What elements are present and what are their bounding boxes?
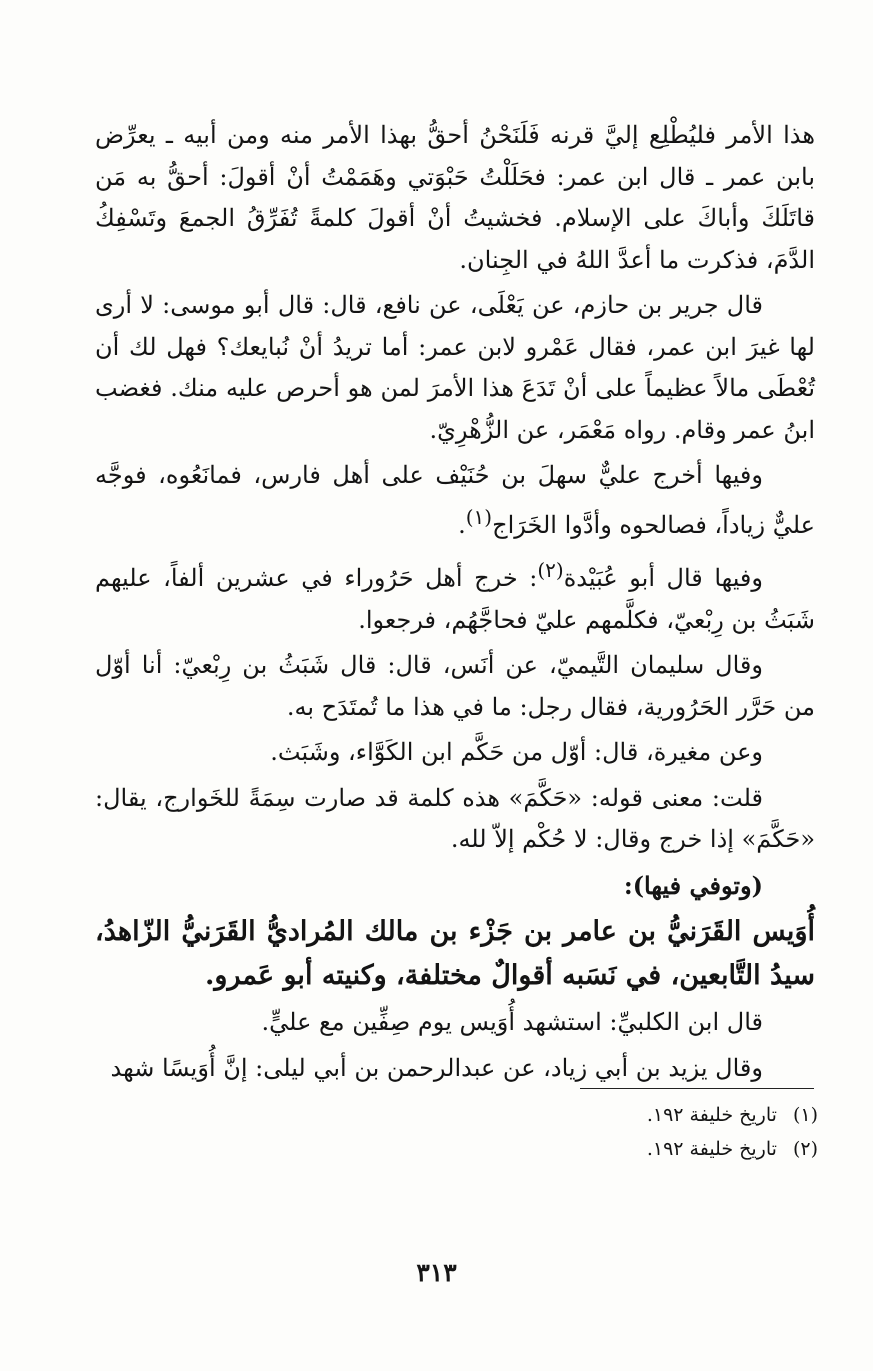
paragraph-7: قلت: معنى قوله: «حَكَّمَ» هذه كلمة قد صارت سِمَةً للخَوارج، يقال: «حَكَّمَ» إذا خرج وقال: لا حُكْم إلاّ لله. bbox=[95, 783, 815, 853]
paragraph-1: هذا الأمر فليُطْلِع إليَّ قرنه فَلَنَحْنُ أحقُّ بهذا الأمر منه ومن أبيه ـ يعرِّض بابن عمر ـ قال ابن عمر: فحَلَلْتُ حَبْوَتي وهَمَمْتُ أنْ أقولَ: أحقُّ به مَن قاتَلَكَ وأباكَ على الإسلام. فخشيتُ أنْ أقولَ كلمةً تُفَرِّقُ الجمعَ وتَسْفِكُ الدَّمَ، فذكرت ما أعدَّ اللهُ في الجِنان. bbox=[95, 121, 815, 274]
footnote-2-number: (٢) bbox=[792, 1138, 818, 1160]
footnote-divider bbox=[580, 1088, 814, 1089]
paragraph-11: وقال يزيد بن أبي زياد، عن عبدالرحمن بن أبي ليلى: إنَّ أُوَيسًا شهد bbox=[110, 1053, 763, 1082]
paragraph-4-start: وفيها قال أبو عُبَيْدة bbox=[563, 564, 763, 592]
main-text bbox=[95, 115, 815, 1093]
paragraph-3-end: . bbox=[458, 510, 466, 539]
paragraph-4 bbox=[95, 550, 815, 641]
page-number: ٣١٣ bbox=[416, 1258, 457, 1287]
footnote-2 bbox=[500, 1132, 818, 1166]
paragraph-3-text: وفيها أخرج عليٌّ سهلَ بن حُنَيْف على أهل فارس، فمانَعُوه، فوجَّه عليٌّ زياداً، فصالحوه وأدَّوا الخَرَاج bbox=[95, 461, 815, 539]
footnote-1 bbox=[500, 1098, 818, 1132]
biography-entry: أُوَيس القَرَنيُّ بن عامر بن جَزْء بن مالك المُراديُّ القَرَنيُّ الزّاهدُ، سيدُ التَّابعين، في نَسَبه أقوالٌ مختلفة، وكنيته أبو عَمرو. bbox=[95, 916, 815, 991]
footnote-2-text: تاريخ خليفة ١٩٢. bbox=[646, 1138, 777, 1160]
paragraph-6: وعن مغيرة، قال: أوّل من حَكَّم ابن الكَوَّاء، وشَبَث. bbox=[270, 738, 763, 766]
footnotes bbox=[500, 1098, 818, 1166]
paragraph-10: قال ابن الكلبيِّ: استشهد أُوَيس يوم صِفِّين مع عليٍّ. bbox=[261, 1008, 763, 1036]
footnote-1-number: (١) bbox=[792, 1104, 818, 1126]
paragraph-3 bbox=[95, 455, 815, 546]
paragraph-2: قال جرير بن حازم، عن يَعْلَى، عن نافع، قال: قال أبو موسى: لا أرى لها غيرَ ابن عمر، فقال عَمْرو لابن عمر: أما تريدُ أنْ نُبايعك؟ فهل لك أن تُعْطَى مالاً عظيماً على أنْ تَدَعَ هذا الأمرَ لمن هو أحرص عليه منك. فغضب ابنُ عمر وقام. رواه مَعْمَر، عن الزُّهْرِيّ. bbox=[95, 291, 815, 444]
footnote-1-text: تاريخ خليفة ١٩٢. bbox=[646, 1104, 777, 1126]
paragraph-4-text: : خرج أهل حَرُوراء في عشرين ألفاً، عليهم شَبَثُ بن رِبْعيّ، فكلَّمهم عليّ فحاجَّهُم، فرجعوا. bbox=[95, 564, 815, 634]
footnote-ref-2: (٢) bbox=[537, 558, 564, 582]
footnote-ref-1: (١) bbox=[465, 504, 493, 529]
section-heading: (وتوفي فيها): bbox=[623, 870, 763, 900]
paragraph-5: وقال سليمان التَّيميّ، عن أنَس، قال: قال شَبَثُ بن رِبْعيّ: أنا أوّل من حَرَّر الحَرُورية، فقال رجل: ما في هذا ما تُمتَدَح به. bbox=[95, 651, 815, 721]
